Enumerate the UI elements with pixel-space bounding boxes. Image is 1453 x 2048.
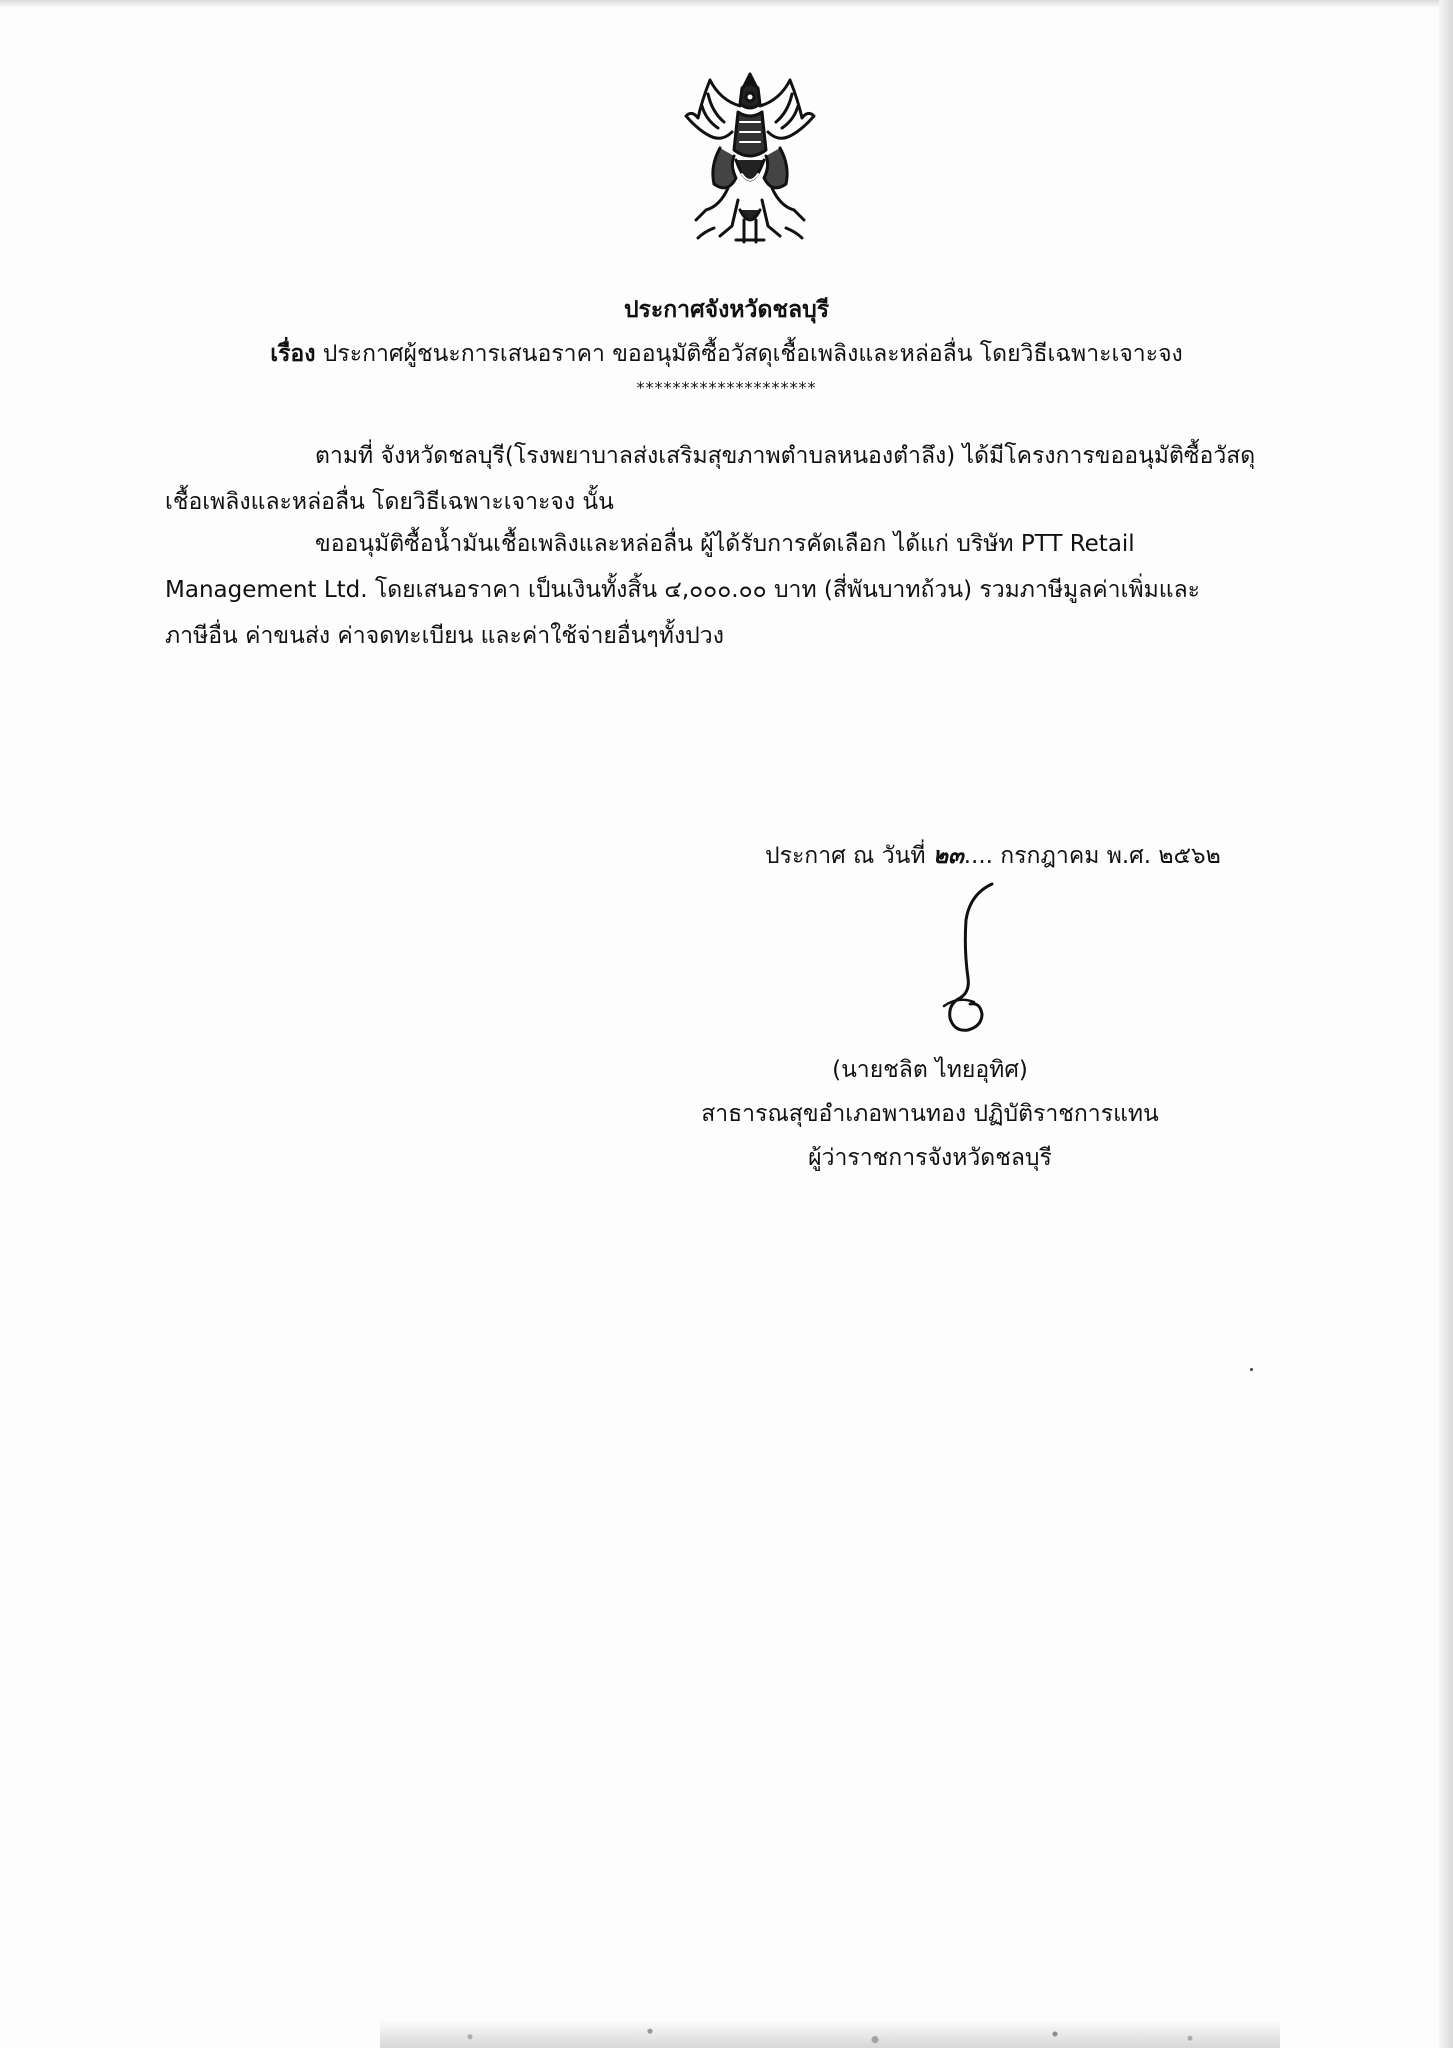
scan-speck bbox=[1250, 1368, 1253, 1371]
paragraph-2-line-3: ภาษีอื่น ค่าขนส่ง ค่าจดทะเบียน และค่าใช้จ่ายอื่นๆทั้งปวง bbox=[165, 623, 724, 649]
signatory-name: (นายชลิต ไทยอุทิศ) bbox=[832, 1057, 1028, 1083]
date-year: ๒๕๖๒ bbox=[1158, 843, 1221, 869]
garuda-emblem-icon bbox=[680, 70, 820, 245]
scan-edge-top bbox=[0, 0, 1453, 8]
separator-line: ******************** bbox=[636, 378, 817, 397]
paragraph-2-line-1-text: ขออนุมัติซื้อน้ำมันเชื้อเพลิงและหล่อลื่น ผู้ได้รับการคัดเลือก ได้แก่ บริษัท PTT Retail bbox=[315, 531, 1135, 557]
date-month: กรกฎาคม bbox=[1000, 843, 1100, 869]
signatory-block bbox=[700, 1048, 1160, 1180]
signatory-position-1: สาธารณสุขอำเภอพานทอง ปฏิบัติราชการแทน bbox=[701, 1101, 1159, 1127]
paragraph-1-line-2: เชื้อเพลิงและหล่อลื่น โดยวิธีเฉพาะเจาะจง นั้น bbox=[165, 489, 614, 515]
date-line bbox=[765, 838, 1221, 874]
handwritten-signature bbox=[930, 880, 1010, 1040]
paragraph-2-line-1 bbox=[165, 521, 1325, 567]
announcement-subject bbox=[0, 336, 1453, 372]
body-paragraph-2 bbox=[165, 521, 1325, 659]
body-paragraph-1 bbox=[165, 433, 1325, 525]
date-day-handwritten: ๒๓ bbox=[932, 842, 964, 869]
date-prefix: ประกาศ ณ วันที่ bbox=[765, 843, 926, 869]
scan-noise-bottom bbox=[380, 2020, 1280, 2048]
subject-text: ประกาศผู้ชนะการเสนอราคา ขออนุมัติซื้อวัสดุเชื้อเพลิงและหล่อลื่น โดยวิธีเฉพาะเจาะจง bbox=[322, 341, 1183, 367]
signatory-position-2: ผู้ว่าราชการจังหวัดชลบุรี bbox=[808, 1145, 1052, 1171]
date-dots: .... bbox=[963, 843, 993, 869]
subject-label: เรื่อง bbox=[270, 341, 316, 367]
date-era: พ.ศ. bbox=[1106, 843, 1152, 869]
paragraph-1-line-1 bbox=[165, 433, 1325, 479]
paragraph-1-line-1-text: ตามที่ จังหวัดชลบุรี(โรงพยาบาลส่งเสริมสุขภาพตำบลหนองตำลึง) ได้มีโครงการขออนุมัติซื้อวัสดุ bbox=[315, 443, 1256, 469]
paragraph-2-line-2: Management Ltd. โดยเสนอราคา เป็นเงินทั้งสิ้น ๔,๐๐๐.๐๐ บาท (สี่พันบาทถ้วน) รวมภาษีมูลค่าเพิ่มและ bbox=[165, 577, 1201, 603]
announcement-title: ประกาศจังหวัดชลบุรี bbox=[623, 297, 830, 323]
